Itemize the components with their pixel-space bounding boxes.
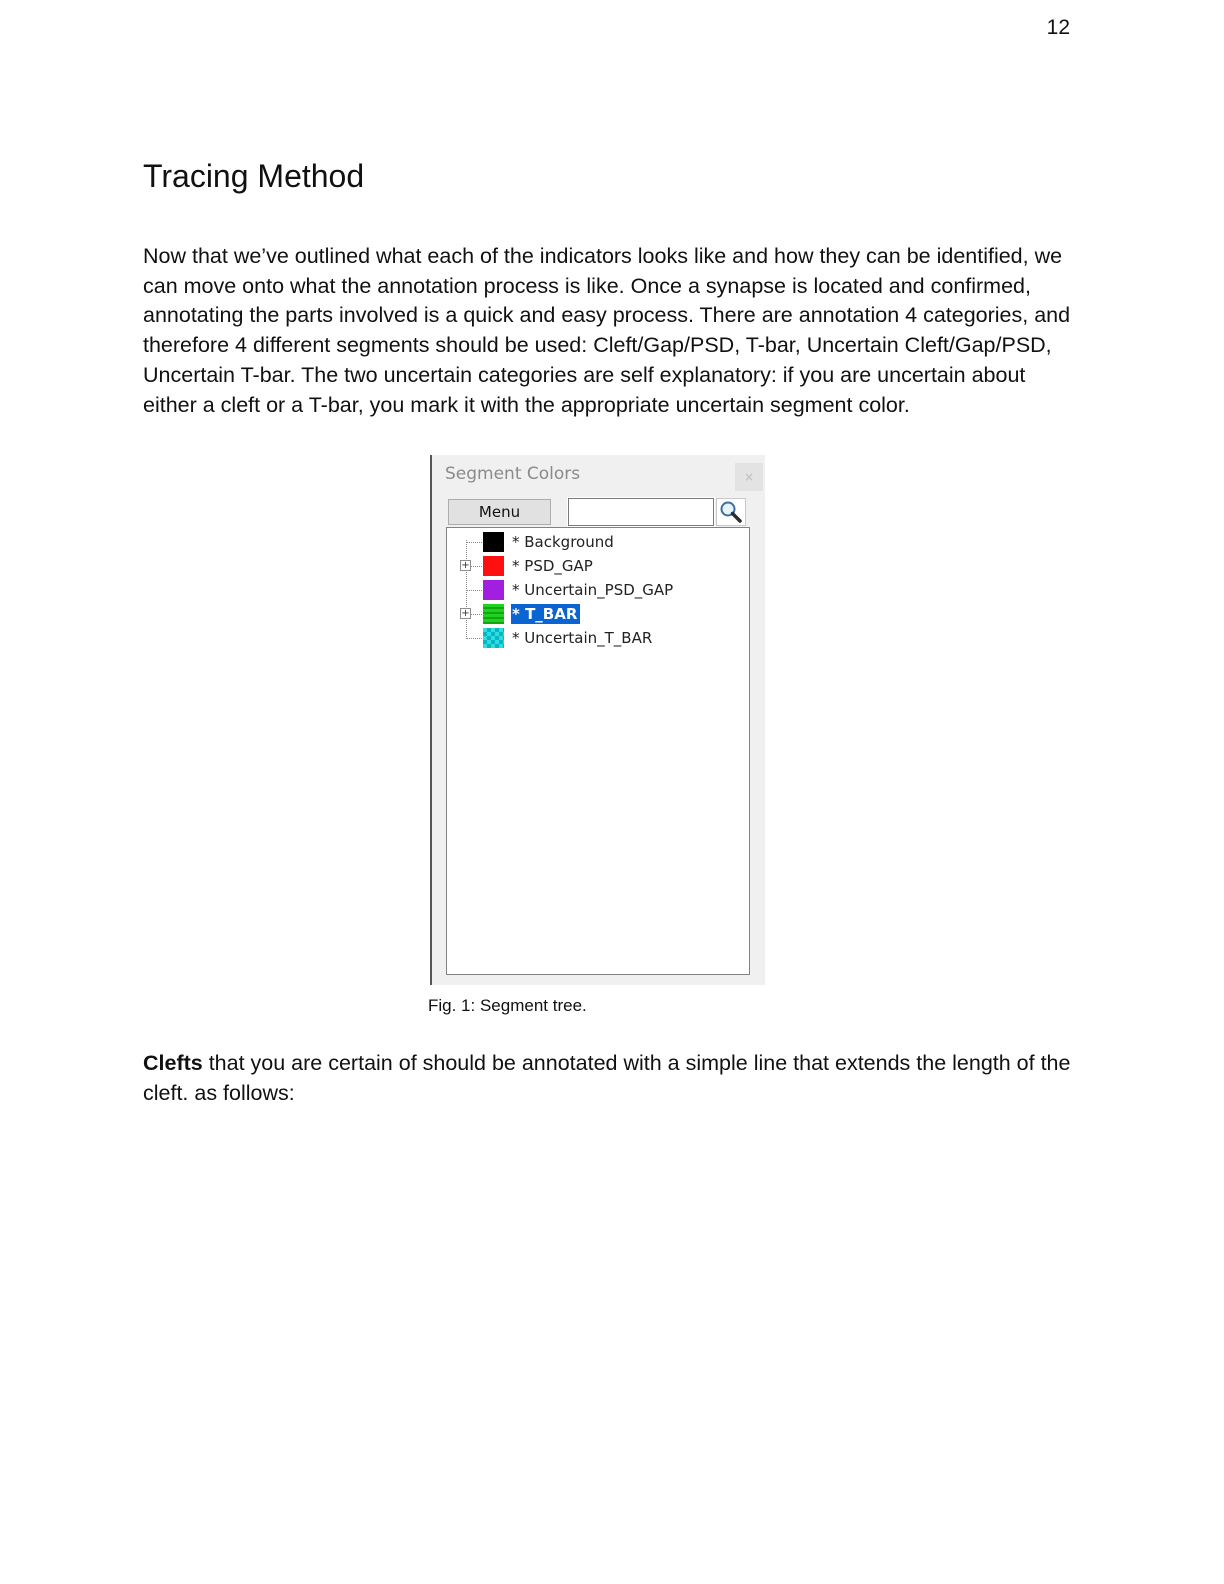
segment-tree[interactable] — [446, 527, 750, 975]
expand-plus-icon[interactable]: + — [461, 560, 470, 571]
search-icon — [717, 499, 745, 525]
tree-item-background[interactable] — [447, 530, 747, 554]
color-swatch — [483, 604, 504, 624]
tree-item-uncertain-psd-gap[interactable] — [447, 578, 747, 602]
color-swatch — [483, 556, 504, 576]
menu-button[interactable]: Menu — [448, 499, 551, 525]
clefts-bold-lead: Clefts — [143, 1051, 203, 1075]
segment-label: * Background — [512, 533, 614, 551]
segment-label: * Uncertain_PSD_GAP — [512, 581, 674, 599]
panel-title: Segment Colors — [445, 464, 581, 484]
segment-colors-panel — [430, 455, 765, 985]
section-heading: Tracing Method — [143, 158, 365, 194]
tree-item-t-bar[interactable] — [447, 602, 747, 626]
segment-label: * PSD_GAP — [512, 557, 593, 575]
search-input[interactable] — [568, 498, 714, 526]
figure-caption: Fig. 1: Segment tree. — [428, 996, 587, 1015]
intro-paragraph: Now that we’ve outlined what each of the indicators looks like and how they can be identified, we can move onto what the annotation process is like. Once a synapse is located and confirmed, annotating the parts involved is a quick and easy process. There are annotation 4 categories, and therefore 4 different segments should be used: Cleft/Gap/PSD, T-bar, Uncertain Cleft/Gap/PSD, Uncertain T-bar. The two uncertain categories are self explanatory: if you are uncertain about either a cleft or a T-bar, you mark it with the appropriate uncertain segment color. — [143, 244, 1071, 417]
close-icon[interactable]: × — [735, 463, 763, 491]
tree-item-uncertain-t-bar[interactable] — [447, 626, 747, 650]
search-button[interactable] — [716, 498, 746, 526]
page-number: 12 — [1046, 16, 1070, 39]
expand-plus-icon[interactable]: + — [461, 608, 470, 619]
color-swatch — [483, 580, 504, 600]
color-swatch — [483, 532, 504, 552]
segment-label-selected: * T_BAR — [511, 604, 580, 624]
tree-item-psd-gap[interactable] — [447, 554, 747, 578]
segment-label: * Uncertain_T_BAR — [512, 629, 653, 647]
clefts-paragraph — [143, 1049, 1078, 1108]
clefts-text: that you are certain of should be annotated with a simple line that extends the length of the cleft. as follows: — [143, 1051, 1071, 1105]
color-swatch — [483, 628, 504, 648]
